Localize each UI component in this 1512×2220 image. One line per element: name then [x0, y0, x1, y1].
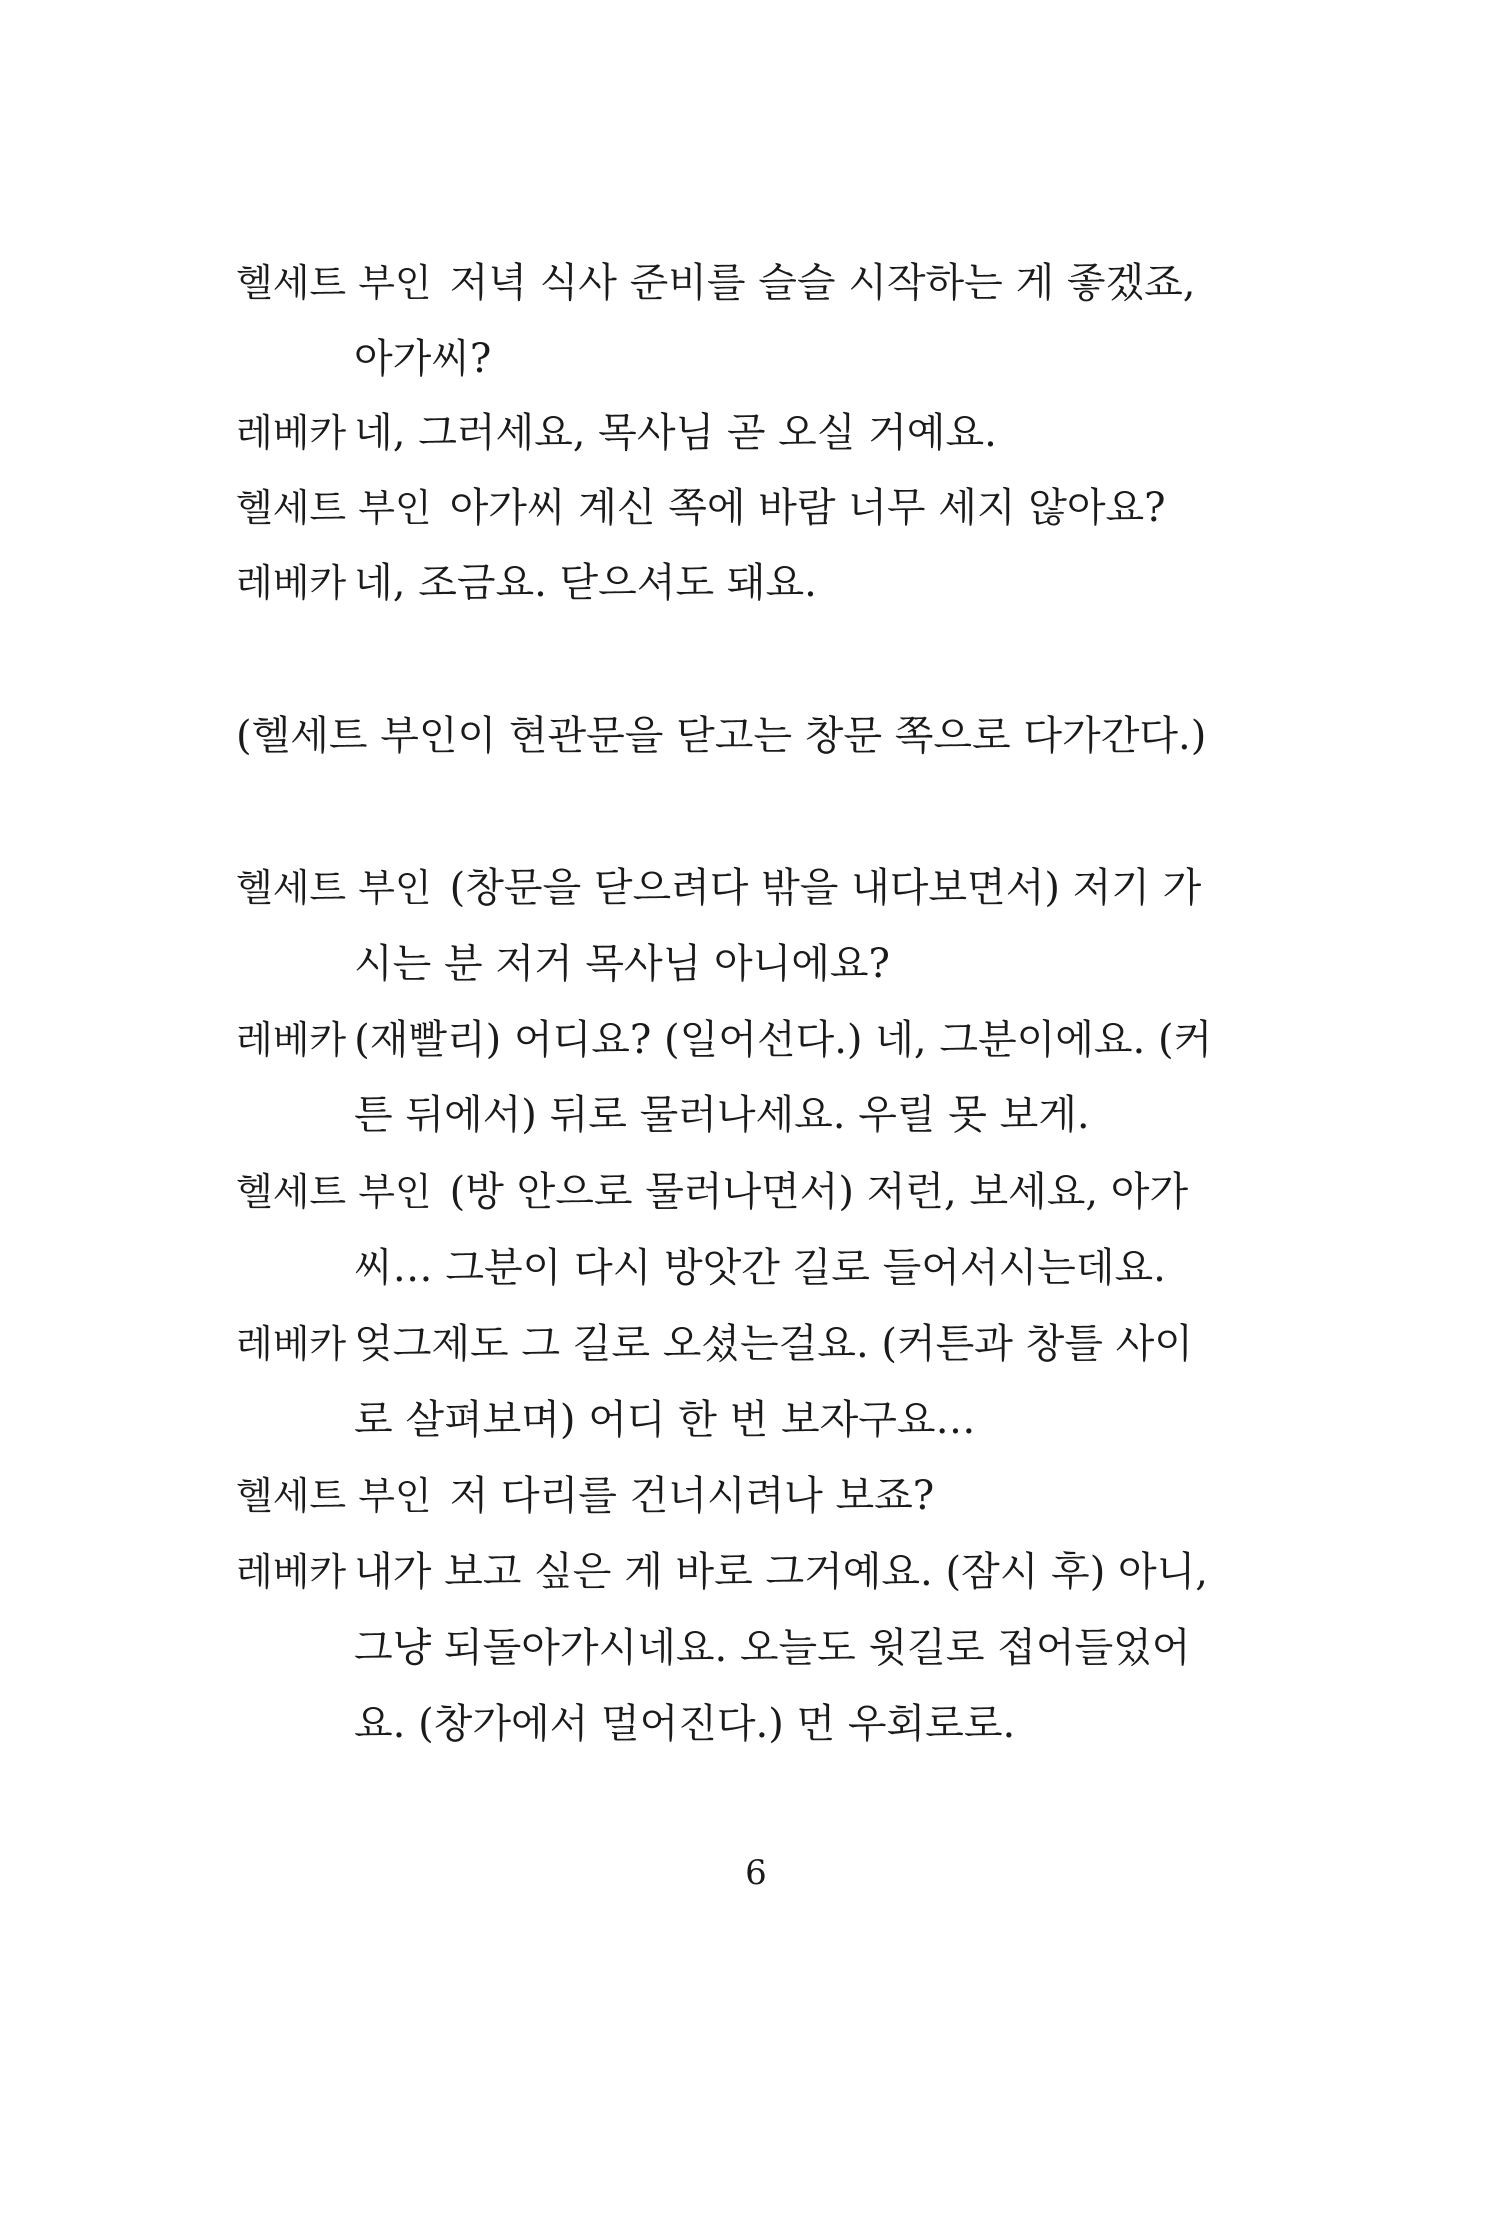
speaker-name: 헬세트 부인 — [236, 1170, 432, 1214]
dialogue-line — [236, 559, 817, 607]
speaker-name: 레베카 — [236, 1018, 347, 1062]
dialogue-continuation — [354, 1700, 1015, 1748]
dialogue-continuation — [354, 1091, 1090, 1139]
dialogue-text: 아가씨 계신 쪽에 바람 너무 세지 않아요? — [449, 485, 1166, 531]
dialogue-text: 저녁 식사 준비를 슬슬 시작하는 게 좋겠죠, — [449, 260, 1196, 306]
dialogue-text: 로 살펴보며) 어디 한 번 보자구요… — [354, 1397, 976, 1443]
dialogue-line — [236, 1016, 1212, 1064]
dialogue-continuation — [354, 940, 890, 988]
speaker-name: 레베카 — [236, 561, 347, 605]
speaker-name: 헬세트 부인 — [236, 486, 432, 530]
dialogue-text: 튼 뒤에서) 뒤로 물러나세요. 우릴 못 보게. — [354, 1092, 1090, 1138]
dialogue-line — [236, 409, 997, 457]
dialogue-text: (창문을 닫으려다 밖을 내다보면서) 저기 가 — [449, 865, 1202, 911]
dialogue-text: 씨… 그분이 다시 방앗간 길로 들어서시는데요. — [354, 1245, 1166, 1291]
dialogue-continuation — [354, 1396, 976, 1444]
dialogue-line — [236, 1320, 1193, 1368]
stage-direction — [236, 712, 1206, 760]
dialogue-continuation — [354, 335, 491, 383]
dialogue-text: 네, 그러세요, 목사님 곧 오실 거예요. — [354, 410, 997, 456]
speaker-name: 헬세트 부인 — [236, 866, 432, 910]
dialogue-text: (방 안으로 물러나면서) 저런, 보세요, 아가 — [449, 1169, 1189, 1215]
dialogue-text: 요. (창가에서 멀어진다.) 먼 우회로로. — [354, 1701, 1016, 1747]
dialogue-line — [236, 864, 1201, 912]
dialogue-continuation — [354, 1624, 1190, 1672]
speaker-name: 레베카 — [236, 1322, 347, 1366]
dialogue-line — [236, 1472, 934, 1520]
dialogue-continuation — [354, 1244, 1166, 1292]
stage-direction-text: (헬세트 부인이 현관문을 닫고는 창문 쪽으로 다가간다.) — [236, 713, 1207, 759]
dialogue-line — [236, 1168, 1188, 1216]
page-number: 6 — [745, 1853, 767, 1893]
dialogue-text: 엊그제도 그 길로 오셨는걸요. (커튼과 창틀 사이 — [354, 1321, 1193, 1367]
dialogue-line — [236, 259, 1196, 307]
speaker-name: 레베카 — [236, 1550, 347, 1594]
dialogue-text: 내가 보고 싶은 게 바로 그거예요. (잠시 후) 아니, — [354, 1549, 1209, 1595]
speaker-name: 헬세트 부인 — [236, 261, 432, 305]
dialogue-line — [236, 1548, 1208, 1596]
dialogue-text: 네, 조금요. 닫으셔도 돼요. — [354, 560, 817, 606]
dialogue-text: 시는 분 저거 목사님 아니에요? — [354, 941, 890, 987]
dialogue-text: 저 다리를 건너시려나 보죠? — [449, 1473, 935, 1519]
speaker-name: 레베카 — [236, 411, 347, 455]
speaker-name: 헬세트 부인 — [236, 1474, 432, 1518]
dialogue-text: (재빨리) 어디요? (일어선다.) 네, 그분이에요. (커 — [354, 1017, 1213, 1063]
dialogue-line — [236, 484, 1166, 532]
dialogue-text: 그냥 되돌아가시네요. 오늘도 윗길로 접어들었어 — [354, 1625, 1191, 1671]
dialogue-text: 아가씨? — [354, 336, 492, 382]
